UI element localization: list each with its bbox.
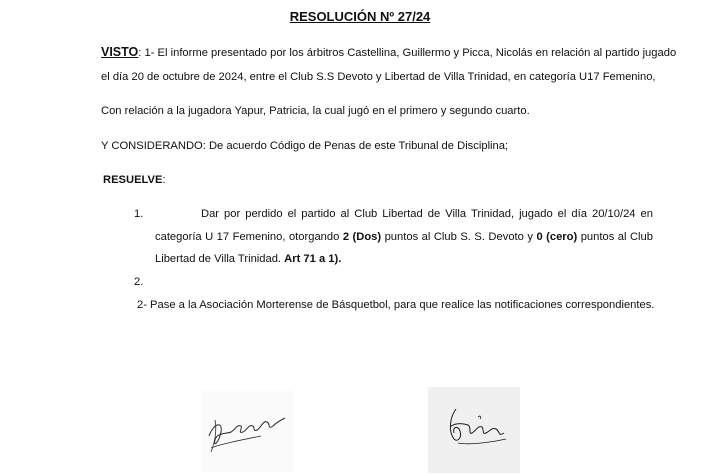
- item-1-line-2-b: 2 (Dos): [342, 231, 382, 243]
- visto-text-1: : 1- El informe presentado por los árbitros Castellina, Guillermo y Picca, Nicolás en relación al partido jugado: [138, 47, 677, 59]
- item-3-paragraph: 2- Pase a la Asociación Morterense de Básquetbol, para que realice las notificaciones correspondientes.: [137, 299, 655, 311]
- visto-line-2: el día 20 de octubre de 2024, entre el Club S.S Devoto y Libertad de Villa Trinidad, en categoría U17 Femenino,: [101, 71, 656, 83]
- item-1-line-1: Dar por perdido el partido al Club Libertad de Villa Trinidad, jugado el día 20/10/24 en: [201, 208, 653, 220]
- resuelve-heading: [103, 173, 166, 187]
- signature-right-image: [428, 387, 520, 473]
- considerando-paragraph: Y CONSIDERANDO: De acuerdo Código de Penas de este Tribunal de Disciplina;: [101, 140, 509, 152]
- item-1-line-3: [155, 252, 341, 266]
- signature-left-image: [201, 390, 293, 472]
- item-1-line-3-b: Art 71 a 1).: [284, 253, 342, 265]
- resuelve-label: RESUELVE: [103, 174, 163, 186]
- item-1-line-2-d: 0 (cero): [536, 231, 578, 243]
- document-title: RESOLUCIÓN Nº 27/24: [289, 9, 431, 24]
- item-1-line-3-a: Libertad de Villa Trinidad.: [155, 253, 285, 265]
- visto-label: VISTO: [101, 45, 139, 59]
- item-1-number: 1.: [134, 208, 144, 220]
- item-1-line-2-e: puntos al Club: [577, 231, 653, 243]
- visto-line-1: [101, 45, 676, 60]
- item-1-line-2-c: puntos al Club S. S. Devoto y: [381, 231, 537, 243]
- relacion-paragraph: Con relación a la jugadora Yapur, Patricia, la cual jugó en el primero y segundo cuarto.: [101, 105, 530, 117]
- item-2-number: 2.: [134, 276, 144, 288]
- resuelve-colon: :: [162, 174, 166, 186]
- item-1-line-2: [155, 230, 653, 244]
- item-1-line-2-a: categoría U 17 Femenino, otorgando: [155, 231, 343, 243]
